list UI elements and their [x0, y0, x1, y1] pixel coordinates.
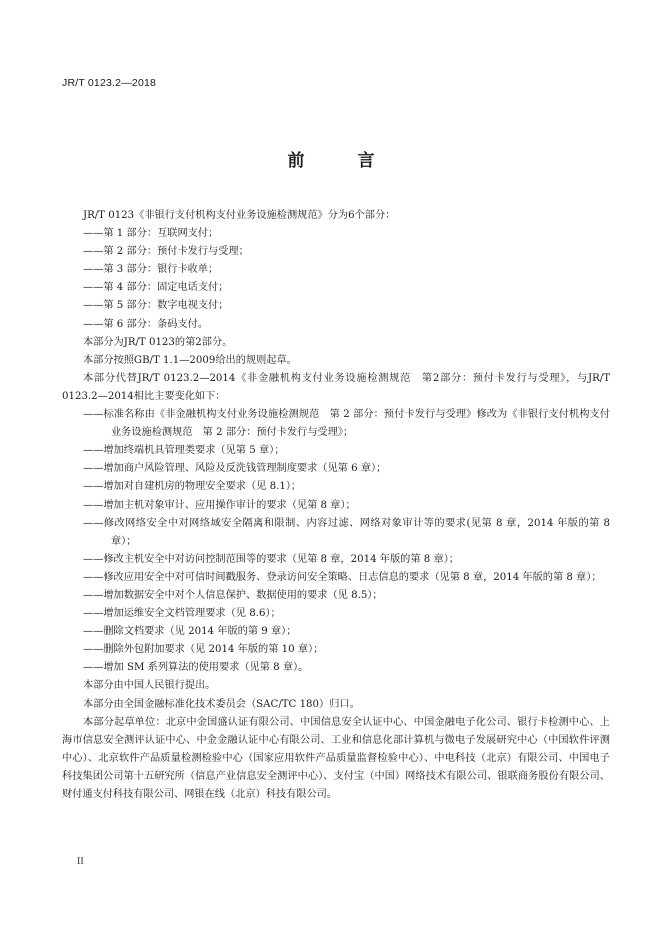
- drafting-units-paragraph: 本部分起草单位：北京中金国盛认证有限公司、中国信息安全认证中心、中国金融电子化公司、银行卡检测中心、上海市信息安全测评认证中心、中金金融认证中心有限公司、工业和信息化部计算机与微电子发展研究中心（中国软件评测中心）、北京软件产品质量检测检验中心（国家应用软件产品质量监督检验中心）、中电科技（北京）有限公司、中国电子科技集团公司第十五研究所（信息产业信息安全测评中心）、支付宝（中国）网络技术有限公司、银联商务股份有限公司、财付通支付科技有限公司、网银在线（北京）科技有限公司。: [62, 716, 610, 800]
- list-item: ——第 2 部分：预付卡发行与受理；: [83, 246, 249, 258]
- list-item: ——增加主机对象审计、应用操作审计的要求（见第 8 章）；: [83, 499, 356, 511]
- page-number: II: [77, 856, 84, 867]
- list-item: ——修改主机安全中对访问控制范围等的要求（见第 8 章，2014 年版的第 8 章）；: [83, 553, 459, 565]
- centralized-by-statement: 本部分由全国金融标准化技术委员会（SAC/TC 180）归口。: [83, 698, 360, 710]
- list-item: ——修改网络安全中对网络域安全隔离和限制、内容过滤、网络对象审计等的要求(见第 8 章，2014 年版的第 8 章）；: [83, 517, 610, 547]
- list-item: ——标准名称由《非金融机构支付业务设施检测规范 第 2 部分：预付卡发行与受理》修改为《非银行支付机构支付业务设施检测规范 第 2 部分：预付卡发行与受理》；: [83, 409, 610, 439]
- list-item: ——第 1 部分：互联网支付；: [83, 228, 219, 240]
- document-code: JR/T 0123.2—2018: [62, 77, 157, 89]
- list-item: ——第 5 部分：数字电视支付；: [83, 300, 229, 312]
- rules-statement: 本部分按照GB/T 1.1—2009给出的规则起草。: [83, 354, 297, 366]
- document-body: [62, 207, 610, 804]
- list-item: ——增加对自建机房的物理安全要求（见 8.1）；: [83, 481, 302, 493]
- part-statement: 本部分为JR/T 0123的第2部分。: [83, 336, 233, 348]
- list-item: ——增加商户风险管理、风险及反洗钱管理制度要求（见第 6 章）；: [83, 463, 387, 475]
- list-item: ——删除外包附加要求（见 2014 年版的第 10 章）；: [83, 644, 324, 656]
- list-item: ——第 3 部分：银行卡收单；: [83, 264, 219, 276]
- list-item: ——第 6 部分：条码支付。: [83, 318, 209, 330]
- intro-paragraph: JR/T 0123《非银行支付机构支付业务设施检测规范》分为6个部分：: [83, 210, 396, 221]
- page-title: 前 言: [287, 151, 393, 171]
- changes-list: [62, 406, 610, 677]
- parts-list: [62, 225, 610, 334]
- list-item: ——修改应用安全中对可信时间戳服务、登录访问安全策略、日志信息的要求（见第 8 章，2014 年版的第 8 章）；: [83, 571, 602, 583]
- proposed-by-statement: 本部分由中国人民银行提出。: [83, 680, 216, 692]
- list-item: ——增加数据安全中对个人信息保护、数据使用的要求（见 8.5）；: [83, 589, 383, 601]
- list-item: ——增加终端机具管理类要求（见第 5 章）；: [83, 445, 285, 457]
- list-item: ——第 4 部分：固定电话支付；: [83, 282, 229, 294]
- list-item: ——增加 SM 系列算法的使用要求（见第 8 章）。: [83, 662, 309, 674]
- replacement-statement: 本部分代替JR/T 0123.2—2014《非金融机构支付业务设施检测规范 第2部分：预付卡发行与受理》，与JR/T 0123.2—2014相比主要变化如下：: [62, 372, 610, 402]
- list-item: ——删除文档要求（见 2014 年版的第 9 章）；: [83, 626, 297, 638]
- list-item: ——增加运维安全文档管理要求（见 8.6）；: [83, 608, 281, 620]
